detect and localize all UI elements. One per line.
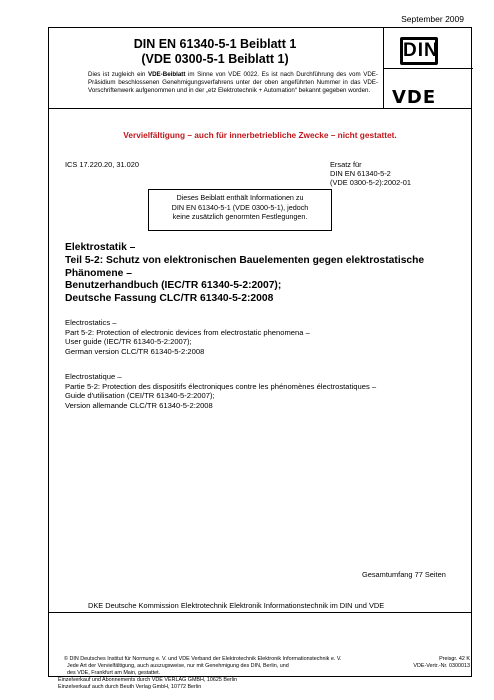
price-info: Preisgr. 42 K VDE-Vertr.-Nr. 0300013 [413,656,470,669]
french-title: Electrostatique – Partie 5-2: Protection des dispositifs électroniques contre les phénomènes électrostatiques – Guide d'utilisation (CEI/TR 61340-5-2:2007); Version allemande CLC/TR 61340-5-2:2008 [65,372,377,411]
committee-name: DKE Deutsche Kommission Elektrotechnik Elektronik Informationstechnik im DIN und VDE [88,601,385,610]
din-logo: DIN [400,37,438,65]
distribution-footer: Einzelverkauf und Abonnements durch VDE VERLAG GMBH, 10625 Berlin Einzelverkauf auch durch Beuth Verlag GmbH, 10772 Berlin [58,677,238,690]
divider-logos [383,68,473,69]
replacement-info: Ersatz für DIN EN 61340-5-2 (VDE 0300-5-2):2002-01 [330,160,411,187]
ics-code: ICS 17.220.20, 31.020 [65,160,139,169]
english-title: Electrostatics – Part 5-2: Protection of electronic devices from electrostatic phenomena – User guide (IEC/TR 61340-5-2:2007); German version CLC/TR 61340-5-2:2008 [65,318,310,357]
german-title: Elektrostatik – Teil 5-2: Schutz von elektronischen Bauelementen gegen elektrostatische Phänomene – Benutzerhandbuch (IEC/TR 61340-5-2:2007); Deutsche Fassung CLC/TR 61340-5-2:2008 [65,242,425,305]
publication-date: September 2009 [401,14,464,24]
vde-number: (VDE 0300-5-1 Beiblatt 1) [141,52,289,66]
vde-intro-text: Dies ist zugleich ein VDE-Beiblatt im Sinne von VDE 0022. Es ist nach Durchführung des vom VDE-Präsidium beschlossenen Genehmigungsverfahrens unter der oben angeführten Nummer in das VDE-Vorschriftenwerk aufgenommen und in der „etz Elektrotechnik + Automation“ bekannt gegeben worden. [88,71,378,94]
copy-warning: Vervielfältigung – auch für innerbetriebliche Zwecke – nicht gestattet. [123,130,397,140]
copyright-footer: © DIN Deutsches Institut für Normung e. V. und VDE Verband der Elektrotechnik Elektronik Informationstechnik e. V. Jede Art der Vervielfältigung, auch auszugsweise, nur mit Genehmigung des DIN, Berlin, und des VDE, Frankfurt am Main, gestattet. [64,656,342,676]
vde-logo: VDE [392,87,437,108]
standard-number: DIN EN 61340-5-1 Beiblatt 1 [133,37,297,51]
supplement-info-box: Dieses Beiblatt enthält Informationen zu DIN EN 61340-5-1 (VDE 0300-5-1), jedoch keine zusätzlich genormten Festlegungen. [148,189,332,231]
divider-header [49,108,471,109]
divider-footer [49,612,471,613]
total-pages: Gesamtumfang 77 Seiten [362,570,446,579]
